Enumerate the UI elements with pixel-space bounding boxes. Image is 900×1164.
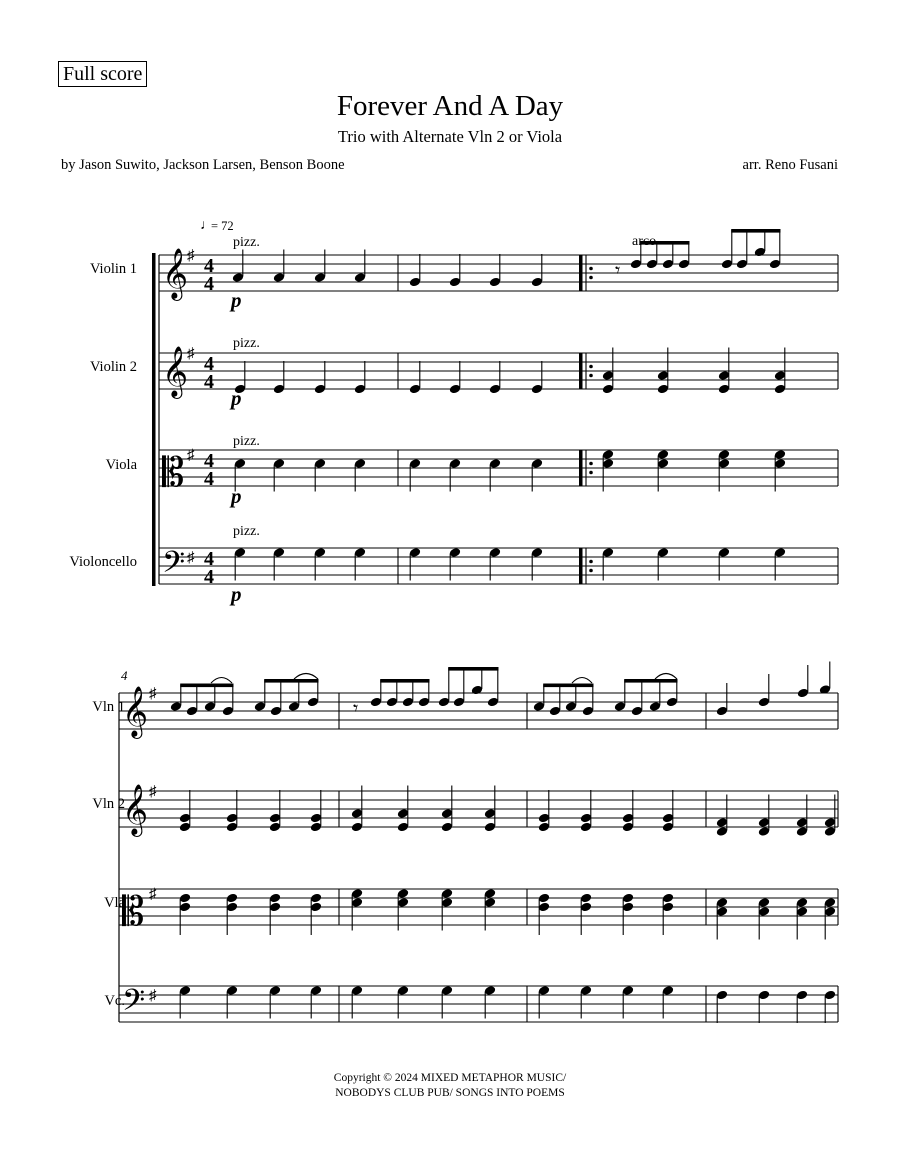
eighth-rest-icon: 𝄾 [615, 260, 621, 282]
slur [294, 674, 318, 680]
repeat-dot [589, 267, 593, 271]
key-signature-sharp-icon: ♯ [149, 686, 157, 702]
arranger: arr. Reno Fusani [742, 157, 838, 173]
beam [543, 684, 593, 688]
repeat-dot [589, 462, 593, 466]
instrument-name-vln-1: Vln 1 [92, 699, 125, 715]
full-score-badge: Full score [58, 61, 147, 87]
technique-pizz: pizz. [233, 524, 260, 539]
beam [731, 229, 780, 233]
instrument-name-violin-2: Violin 2 [89, 359, 137, 375]
beam [380, 679, 429, 683]
bass-clef-icon: 𝄢 [162, 546, 186, 586]
technique-pizz: pizz. [233, 434, 260, 449]
piece-subtitle: Trio with Alternate Vln 2 or Viola [337, 127, 563, 146]
key-signature-sharp-icon: ♯ [149, 784, 157, 800]
instrument-name-vc: Vc. [104, 993, 125, 1009]
bass-clef-icon: 𝄢 [122, 984, 146, 1024]
alto-clef-icon: 𝄡 [122, 889, 145, 934]
notes [122, 229, 836, 1024]
treble-clef-icon: 𝄞 [162, 347, 189, 396]
treble-clef-icon: 𝄞 [162, 249, 189, 298]
dynamic-piano: p [231, 484, 242, 508]
repeat-dot [589, 365, 593, 369]
technique-pizz: pizz. [233, 235, 260, 250]
instrument-name-vln-2: Vln 2 [92, 796, 125, 812]
repeat-barline [579, 353, 583, 389]
dynamic-piano: p [231, 582, 242, 606]
time-signature-icon: 4 [204, 468, 214, 490]
key-signature-sharp-icon: ♯ [187, 346, 195, 362]
technique-pizz: pizz. [233, 336, 260, 351]
key-signature-sharp-icon: ♯ [187, 248, 195, 264]
system-bracket [152, 253, 156, 586]
slur [211, 678, 232, 684]
key-signature-sharp-icon: ♯ [187, 447, 195, 464]
score-text [69, 218, 656, 1009]
time-signature-icon: 4 [204, 353, 214, 375]
composers: by Jason Suwito, Jackson Larsen, Benson Boone [61, 157, 345, 173]
key-signature-sharp-icon: ♯ [149, 886, 157, 903]
instrument-name-vla: Vla [104, 895, 125, 911]
repeat-dot [589, 374, 593, 378]
alto-clef-icon: 𝄡 [162, 450, 185, 495]
tempo-note-icon: ♩ [200, 218, 214, 233]
eighth-rest-icon: 𝄾 [353, 698, 359, 720]
time-signature-icon: 4 [204, 548, 214, 570]
repeat-barline [579, 548, 583, 584]
beam [180, 684, 233, 688]
time-signature-icon: 4 [204, 273, 214, 295]
copyright-line-1: Copyright © 2024 MIXED METAPHOR MUSIC/ [333, 1072, 567, 1084]
treble-clef-icon: 𝄞 [122, 785, 149, 834]
beam [624, 679, 677, 683]
instrument-name-violoncello: Violoncello [69, 554, 137, 570]
beam [264, 679, 318, 683]
repeat-barline [579, 255, 583, 291]
dynamic-piano: p [231, 386, 242, 410]
slur [655, 674, 677, 680]
time-signature-icon: 4 [204, 255, 214, 277]
time-signature-icon: 4 [204, 450, 214, 472]
instrument-name-viola: Viola [105, 457, 137, 473]
repeat-dot [589, 276, 593, 280]
repeat-barline [579, 450, 583, 486]
time-signature-icon: 4 [204, 371, 214, 393]
repeat-dot [589, 569, 593, 573]
technique-arco: arco [632, 234, 657, 249]
piece-title: Forever And A Day [336, 90, 564, 122]
key-signature-sharp-icon: ♯ [149, 988, 157, 1004]
repeat-dot [589, 471, 593, 475]
treble-clef-icon: 𝄞 [122, 687, 149, 736]
slur [572, 678, 592, 684]
tempo-marking: = 72 [211, 219, 234, 233]
dynamic-piano: p [231, 288, 242, 312]
copyright-line-2: NOBODYS CLUB PUB/ SONGS INTO POEMS [335, 1087, 565, 1099]
instrument-name-violin-1: Violin 1 [89, 261, 137, 277]
beam [448, 667, 498, 671]
key-signature-sharp-icon: ♯ [187, 550, 195, 566]
repeat-dot [589, 560, 593, 564]
time-signature-icon: 4 [204, 566, 214, 588]
measure-number: 4 [121, 668, 128, 683]
